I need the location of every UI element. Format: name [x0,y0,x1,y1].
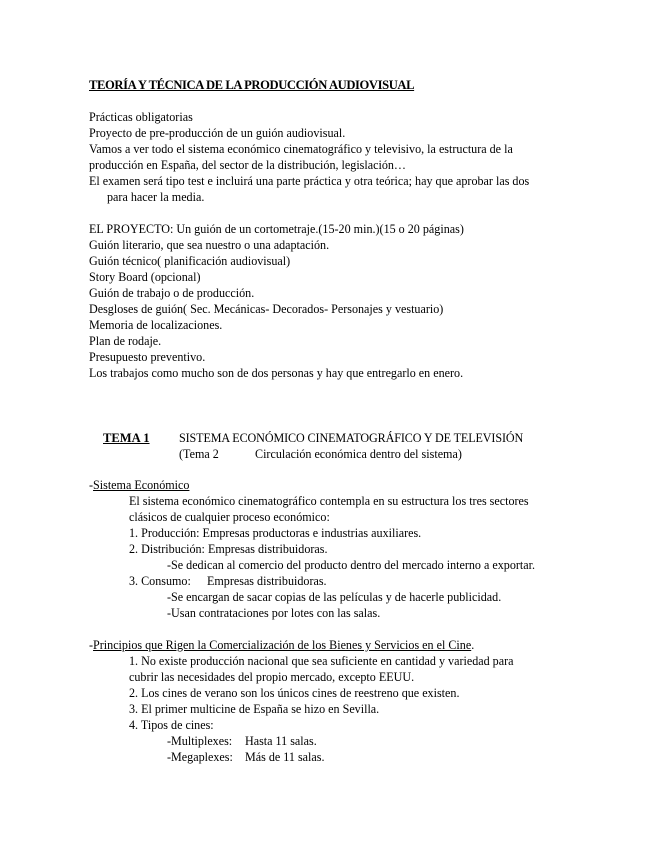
section-dash: - [89,638,94,652]
project-line: Plan de rodaje. [89,334,162,348]
intro-line: Vamos a ver todo el sistema económico cinematográfico y televisivo, la estructura de la [89,142,513,156]
intro-line: producción en España, del sector de la distribución, legislación… [89,158,407,172]
intro-line: El examen será tipo test e incluirá una parte práctica y otra teórica; hay que aprobar las dos [89,174,530,188]
intro-line: Prácticas obligatorias [89,110,193,124]
intro-line: para hacer la media. [107,190,205,204]
list-item: 3. Consumo: [129,574,191,588]
project-line: Guión literario, que sea nuestro o una adaptación. [89,238,330,252]
section-heading [89,637,474,653]
project-line: Guión de trabajo o de producción. [89,286,255,300]
project-line: Presupuesto preventivo. [89,350,206,364]
intro-line: Proyecto de pre-producción de un guión audiovisual. [89,126,346,140]
section-dash: - [89,478,94,492]
tema-label: TEMA 1 [103,431,150,445]
paragraph-line: El sistema económico cinematográfico contempla en su estructura los tres sectores [129,494,529,508]
list-item-text: Empresas distribuidoras. [207,574,327,588]
list-subitem: -Se encargan de sacar copias de las películas y de hacerle publicidad. [167,590,502,604]
tema-sub-text: Circulación económica dentro del sistema) [255,447,462,461]
list-item: 3. El primer multicine de España se hizo en Sevilla. [129,702,380,716]
list-subitem: -Usan contrataciones por lotes con las salas. [167,606,381,620]
list-item: 2. Los cines de verano son los únicos cines de reestreno que existen. [129,686,460,700]
cinema-type-value: Hasta 11 salas. [245,734,317,748]
tema-sub-prefix: (Tema 2 [179,447,219,461]
list-item: 1. No existe producción nacional que sea suficiente en cantidad y variedad para [129,654,514,668]
project-line: Memoria de localizaciones. [89,318,223,332]
cinema-type-label: -Multiplexes: [167,734,233,748]
section-heading [89,477,189,493]
list-item: 1. Producción: Empresas productoras e industrias auxiliares. [129,526,422,540]
list-item-cont: cubrir las necesidades del propio mercado, excepto EEUU. [129,670,415,684]
cinema-type-value: Más de 11 salas. [245,750,325,764]
project-line: EL PROYECTO: Un guión de un cortometraje.(15-20 min.)(15 o 20 páginas) [89,222,464,236]
section-heading-end: . [471,638,475,652]
list-item: 2. Distribución: Empresas distribuidoras. [129,542,328,556]
project-line: Guión técnico( planificación audiovisual) [89,254,291,268]
list-item: 4. Tipos de cines: [129,718,214,732]
cinema-type-label: -Megaplexes: [167,750,233,764]
list-subitem: -Se dedican al comercio del producto dentro del mercado interno a exportar. [167,558,536,572]
section-heading-text: Sistema Económico [93,478,190,492]
section-heading-text: Principios que Rigen la Comercialización de los Bienes y Servicios en el Cine [93,638,472,652]
tema-title: SISTEMA ECONÓMICO CINEMATOGRÁFICO Y DE TELEVISIÓN [179,431,524,445]
project-line: Los trabajos como mucho son de dos personas y hay que entregarlo en enero. [89,366,464,380]
project-line: Story Board (opcional) [89,270,201,284]
paragraph-line: clásicos de cualquier proceso económico: [129,510,330,524]
project-line: Desgloses de guión( Sec. Mecánicas- Decorados- Personajes y vestuario) [89,302,444,316]
document-title: TEORÍA Y TÉCNICA DE LA PRODUCCIÓN AUDIOVISUAL [89,78,415,92]
